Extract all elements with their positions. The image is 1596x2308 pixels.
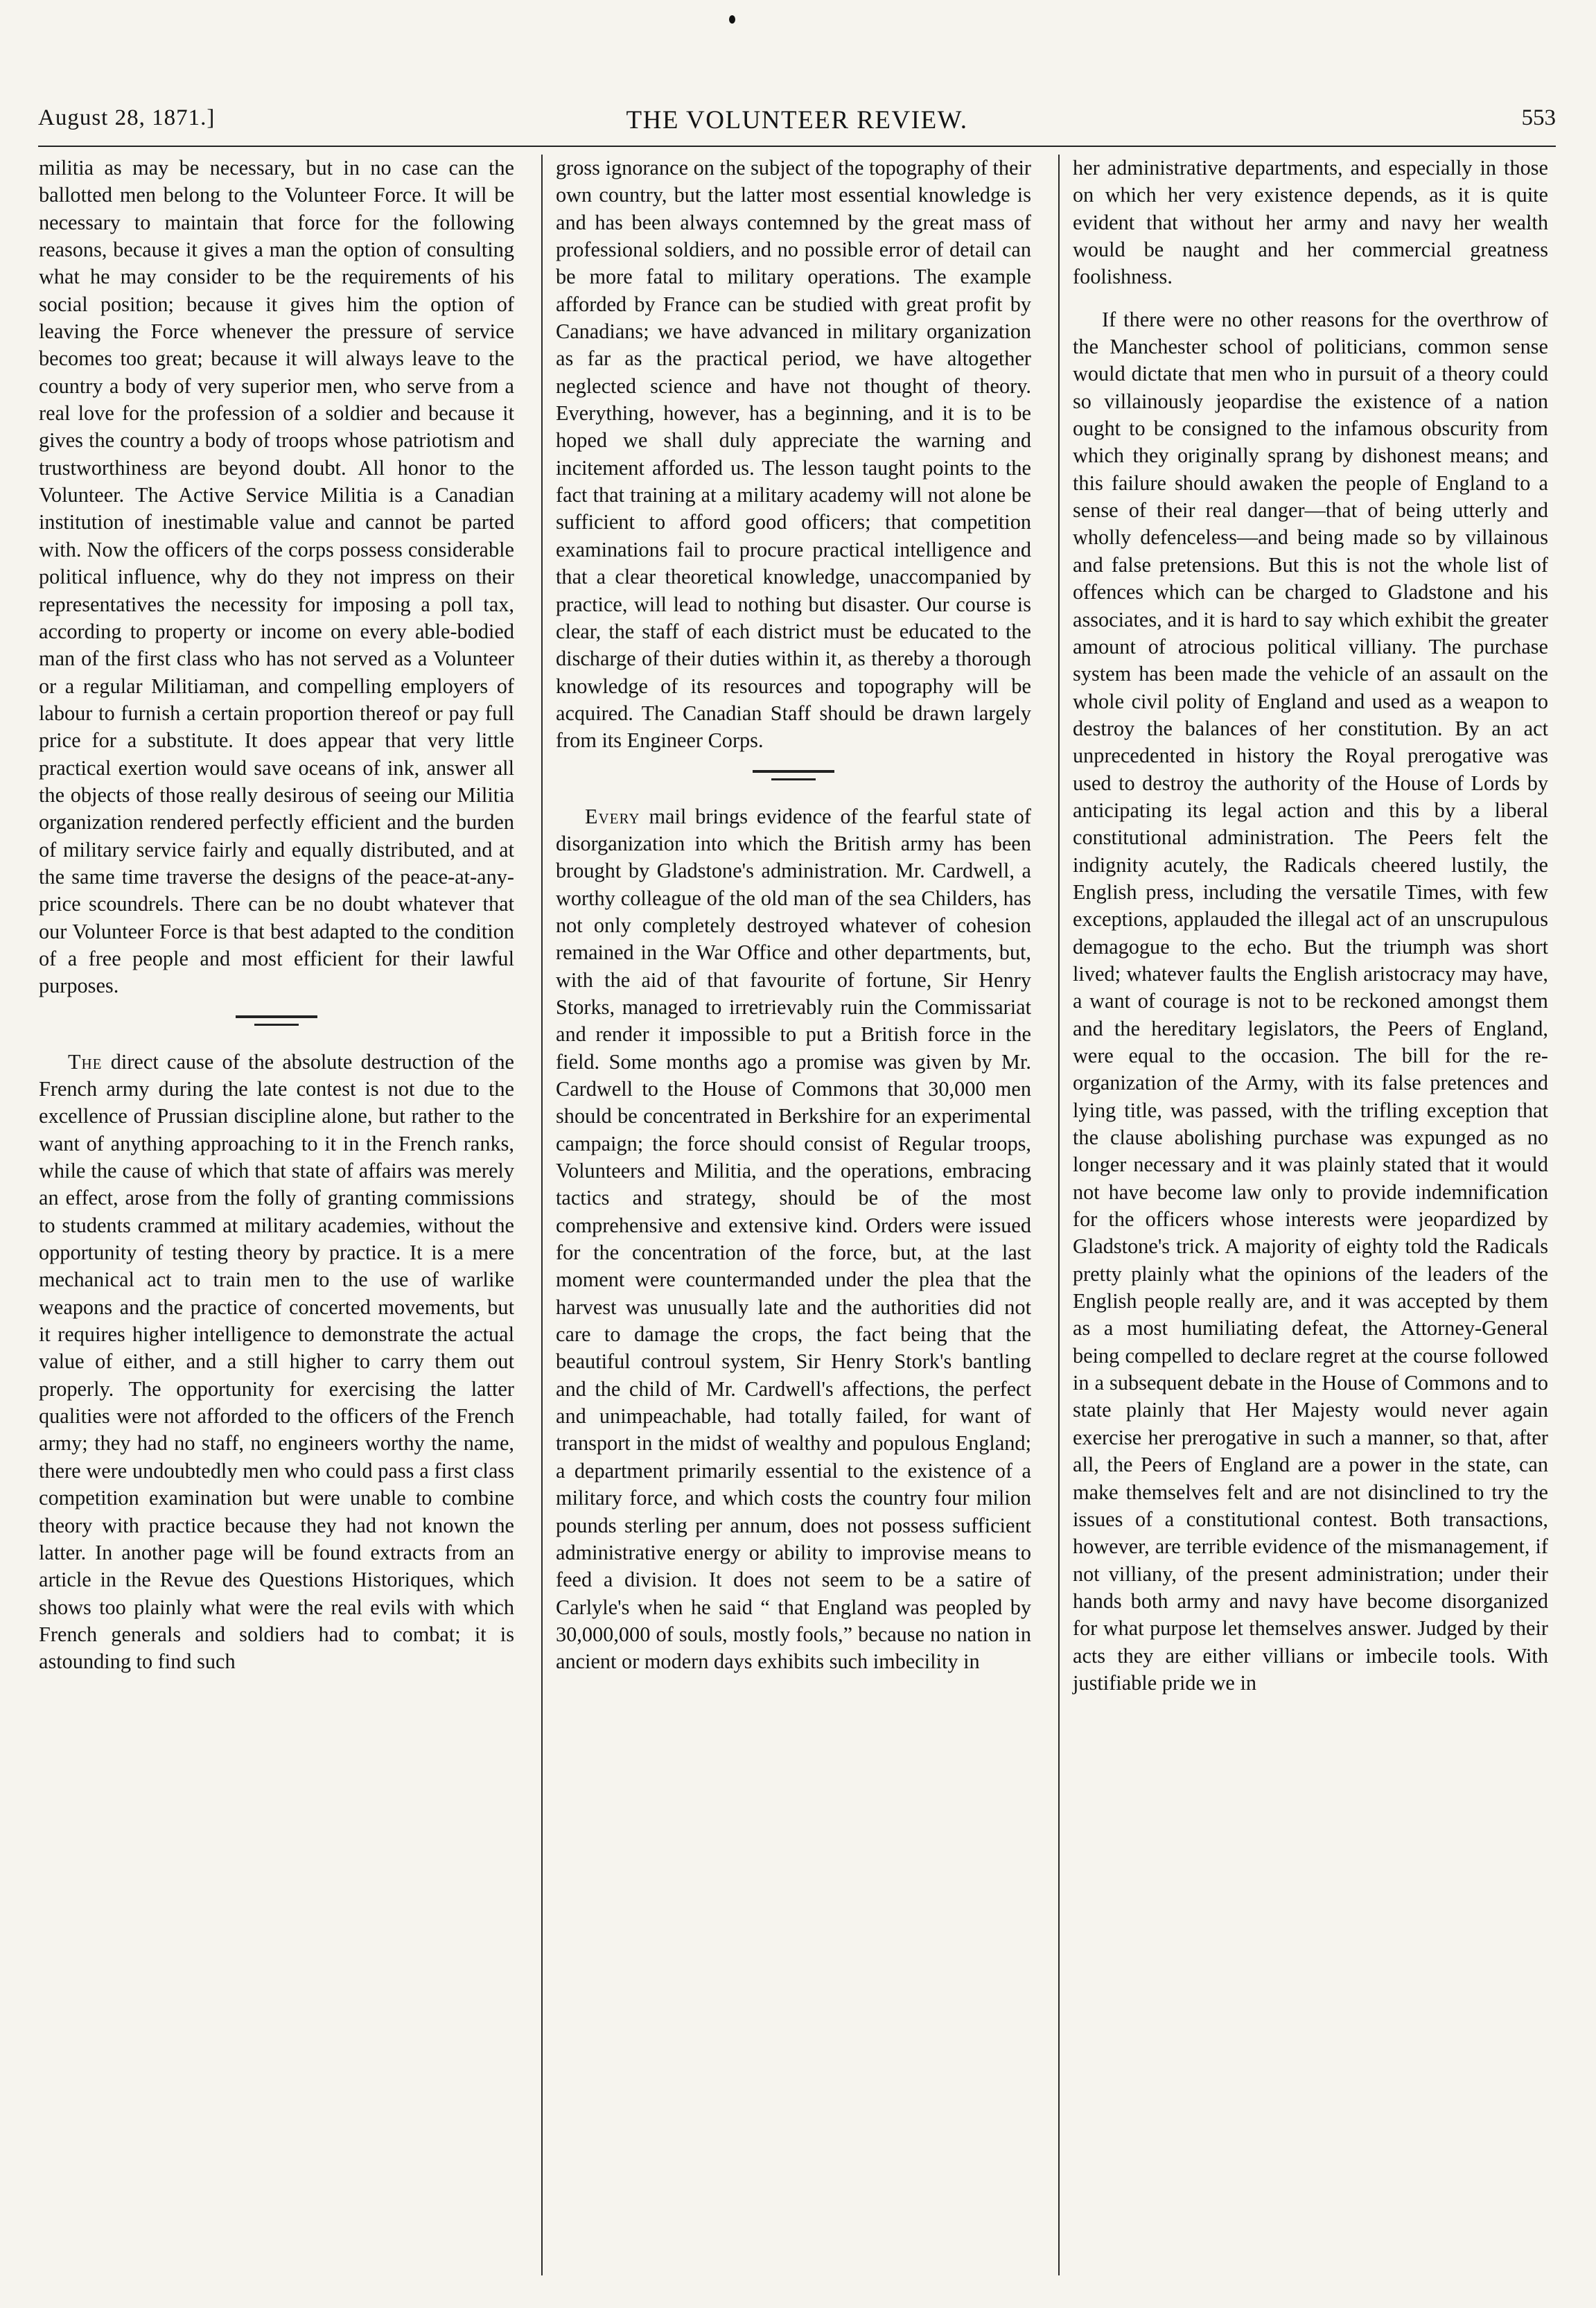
article-separator [556, 755, 1031, 803]
column-2 [556, 155, 1031, 1676]
paragraph-body: mail brings evidence of the fearful state of disorganization into which the British army has been brought by Gladstone's administration. Mr. Cardwell, a worthy colleague of the old man of the sea Childers, has not only completely destroyed whatever of cohesion remained in the War Office and other departments, but, with the aid of that favourite of fortune, Sir Henry Storks, managed to irretrievably ruin the Commissariat and render it impossible to put a British force in the field. Some months ago a promise was given by Mr. Cardwell to the House of Commons that 30,000 men should be concentrated in Berkshire for an experimental campaign; the force should consist of Regular troops, Volunteers and Militia, and the operations, embracing tactics and strategy, should be of the most comprehensive and extensive kind. Orders were issued for the concentration of the force, but, at the last moment were countermanded under the plea that the harvest was unusually late and the authorities did not care to damage the crops, the fact being that the beautiful controul system, Sir Henry Stork's bantling and the child of Mr. Cardwell's affections, the perfect and unimpeachable, had totally failed, for want of transport in the midst of wealthy and populous England; a department primarily essential to the existence of a military force, and which costs the country four milion pounds sterling per annum, does not possess sufficient administrative energy or ability to improvise means to feed a division. It does not seem to be a satire of Carlyle's when he said “ that England was peopled by 30,000,000 of souls, mostly fools,” because no nation in ancient or modern days exhibits such imbecility in [556, 804, 1031, 1674]
column-divider-2 [1058, 155, 1060, 2275]
newspaper-title: THE VOLUNTEER REVIEW. [626, 106, 968, 134]
topography-paragraph: gross ignorance on the subject of the topography of their own country, but the latter most essential knowledge is and has been always contemned by the great mass of professional soldiers, and no possible error of detail can be more fatal to military operations. The example afforded by France can be studied with great profit by Canadians; we have advanced in military organization as far as the practical period, we have altogether neglected science and have not thought of theory. Everything, however, has a beginning, and it is to be hoped we shall duly appreciate the warning and incitement afforded us. The lesson taught points to the fact that training at a military academy will not alone be sufficient to afford good officers; that competition examinations fail to procure practical intelligence and that a clear theoretical knowledge, unaccompanied by practice, will lead to nothing but disaster. Our course is clear, the staff of each district must be educated to the discharge of their duties within it, as thereby a thorough knowledge of its resources and topography will be acquired. The Canadian Staff should be drawn largely from its Engineer Corps. [556, 156, 1031, 753]
lead-word: Every [585, 804, 640, 828]
issue-date: August 28, 1871.] [38, 105, 216, 130]
page-number: 553 [1521, 105, 1556, 130]
article-separator [39, 1000, 514, 1049]
column-divider-1 [541, 155, 543, 2275]
header-rule [38, 146, 1556, 147]
lead-word: The [68, 1049, 103, 1074]
british-army-paragraph [556, 803, 1031, 1676]
column-1 [39, 155, 514, 1676]
administration-paragraph: her administrative departments, and especially in those on which her very existence depends, as it is quite evident that without her army and navy her wealth would be naught and her commercial greatness foolishness. [1073, 156, 1548, 289]
column-3 [1073, 155, 1548, 1697]
page-header [38, 105, 1556, 140]
french-army-paragraph [39, 1049, 514, 1676]
paragraph-body: direct cause of the absolute destruction of the French army during the late contest is not due to the excellence of Prussian discipline alone, but rather to the want of anything approaching to it in the French ranks, while the cause of which that state of affairs was merely an effect, arose from the folly of granting commissions to students crammed at military academies, without the opportunity of testing theory by practice. It is a mere mechanical act to train men to the use of warlike weapons and the practice of concerted movements, but it requires higher intelligence to demonstrate the actual value of either, and a still higher to carry them out properly. The opportunity for exercising the latter qualities were not afforded to the officers of the French army; they had no staff, no engineers worthy the name, there were undoubtedly men who could pass a first class competition examination but were unable to combine theory with practice because they had not known the latter. In another page will be found extracts from an article in the Revue des Questions Historiques, which shows too plainly what were the real evils with which French generals and soldiers had to combat; it is astounding to find such [39, 1049, 514, 1674]
ink-speck [729, 15, 735, 24]
manchester-school-paragraph: If there were no other reasons for the overthrow of the Manchester school of politicians, common sense would dictate that men who in pursuit of a theory could so villainously jeopardise the existence of a nation ought to be consigned to the infamous obscurity from which they originally sprang by dishonest means; and this failure should awaken the people of England to a sense of their real danger—that of being utterly and wholly defenceless—and being made so by villainous and false pretensions. But this is not the whole list of offences which can be charged to Gladstone and his associates, and it is hard to say which exhibit the greater amount of atrocious political villiany. The purchase system has been made the vehicle of an assault on the whole civil polity of England and used as a weapon to destroy the balances of her constitution. By an act unprecedented in history the Royal prerogative was used to destroy the authority of the House of Lords by anticipating its legal action and this by a liberal constitutional administration. The Peers felt the indignity acutely, the Radicals cheered lustily, the English press, including the versatile Times, with few exceptions, applauded the illegal act of an unscrupulous demagogue to the echo. But the triumph was short lived; whatever faults the English aristocracy may have, a want of courage is not to be reckoned amongst them and the hereditary legislators, the Peers of England, were equal to the occasion. The bill for the re-organization of the Army, with its false pretences and lying title, was passed, with the trifling exception that the clause abolishing purchase was expunged as no longer necessary and it was plainly stated that it would not have become law only to provide indemnification for the officers whose interests were jeopardized by Gladstone's trick. A majority of eighty told the Radicals pretty plainly what the opinions of the leaders of the English people really are, and it was accepted by them as a most humiliating defeat, the Attorney-General being compelled to declare regret at the course followed in a subsequent debate in the House of Commons and to state plainly that Her Majesty would never again exercise her prerogative in such a manner, so that, after all, the Peers of England are a power in the state, can make themselves felt and are not disinclined to try the issues of a constitutional contest. Both transactions, however, are terrible evidence of the mismanagement, if not villiany, of the present administration; under their hands both army and navy have become disorganized for what purpose let themselves answer. Judged by their acts they are either villians or imbecile tools. With justifiable pride we in [1073, 307, 1548, 1695]
militia-paragraph: militia as may be necessary, but in no case can the ballotted men belong to the Volunteer Force. It will be necessary to maintain that force for the following reasons, because it gives a man the option of consulting what he may consider to be the requirements of his social position; because it gives him the option of leaving the Force whenever the pressure of service becomes too great; because it will always leave to the country a body of very superior men, who serve from a real love for the profession of a soldier and because it gives the country a body of troops whose patriotism and trustworthiness are beyond doubt. All honor to the Volunteer. The Active Service Militia is a Canadian institution of inestimable value and cannot be parted with. Now the officers of the corps possess considerable political influence, why do they not impress on their representatives the necessity for imposing a poll tax, according to property or income on every able-bodied man of the first class who has not served as a Volunteer or a regular Militiaman, and compelling employers of labour to furnish a certain proportion thereof or pay full price for a substitute. It does appear that very little practical exertion would save oceans of ink, answer all the objects of those really desirous of seeing our Militia organization rendered perfectly efficient and the burden of military service fairly and equally distributed, and at the same time traverse the designs of the peace-at-any-price scoundrels. There can be no doubt whatever that our Volunteer Force is that best adapted to the condition of a free people and most efficient for their lawful purposes. [39, 156, 514, 998]
